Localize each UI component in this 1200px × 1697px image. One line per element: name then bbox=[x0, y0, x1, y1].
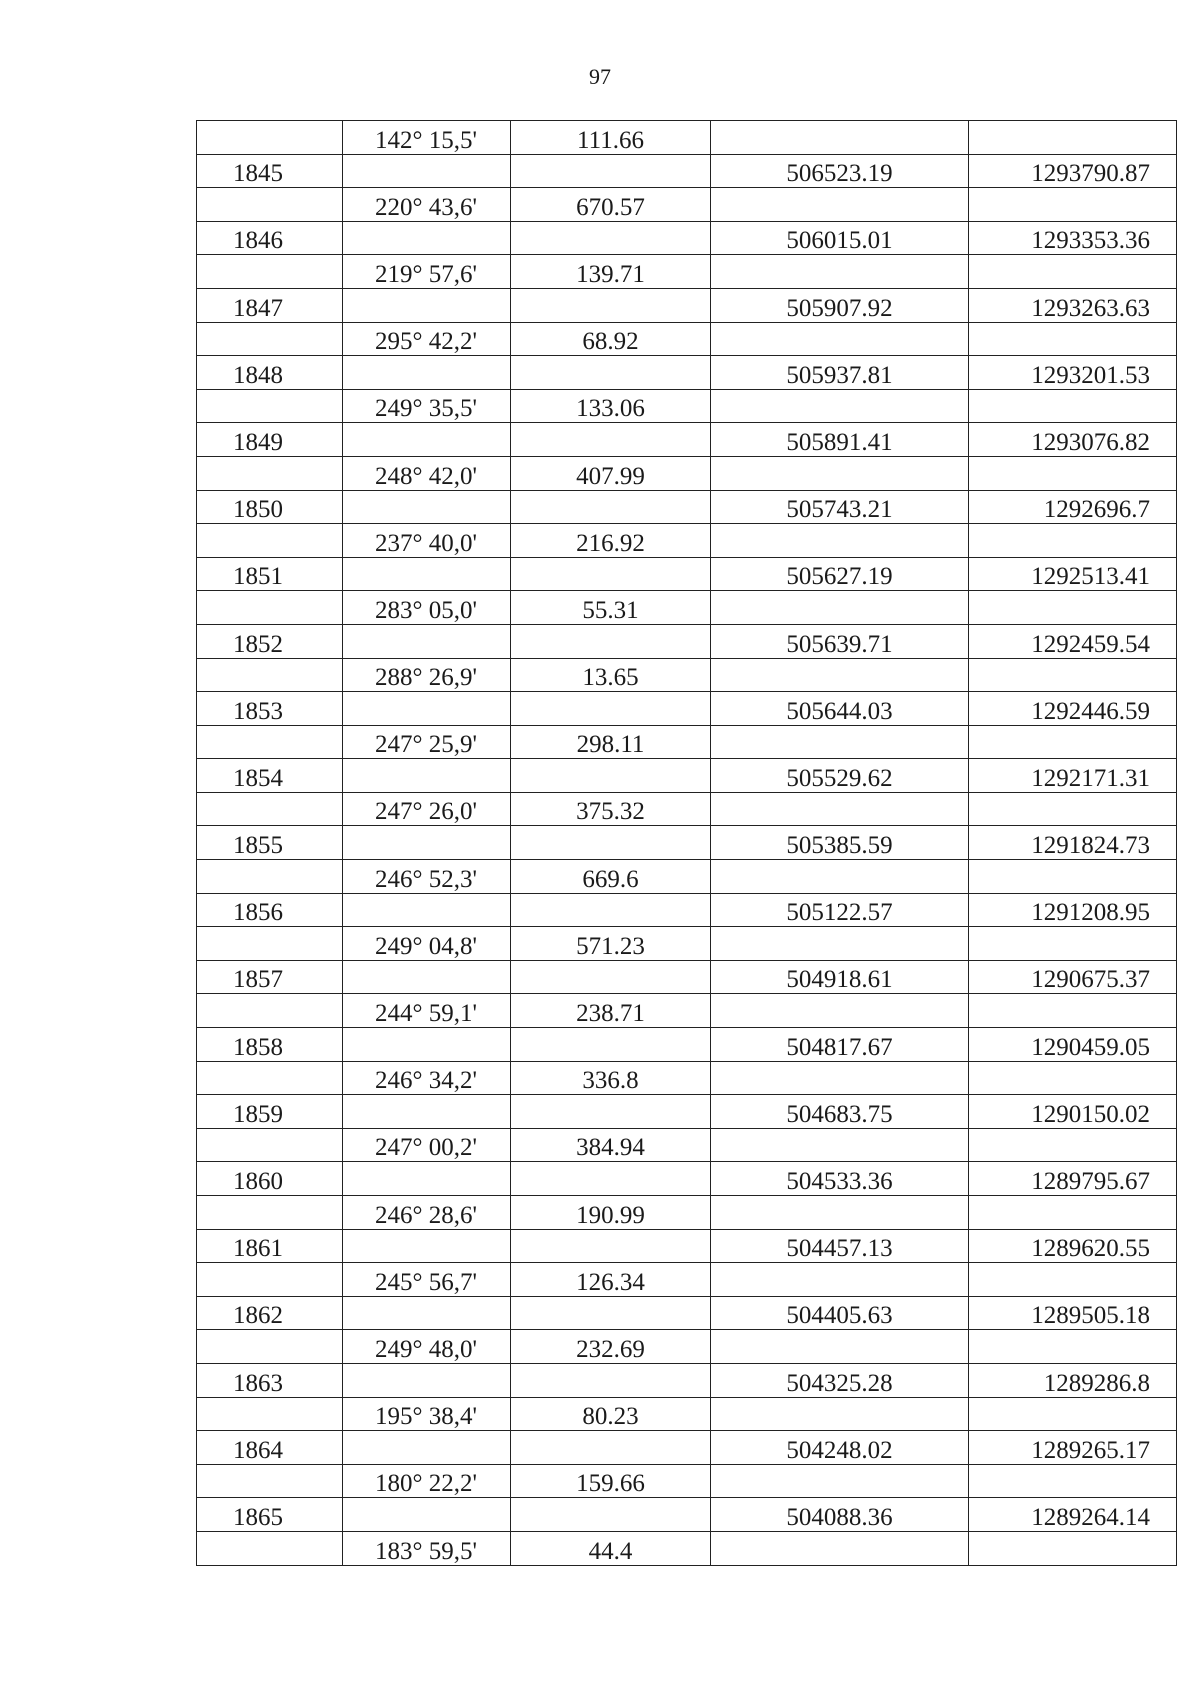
distance-cell bbox=[511, 154, 711, 188]
y-coordinate-cell: 1289265.17 bbox=[969, 1431, 1177, 1465]
distance-cell bbox=[511, 624, 711, 658]
y-coordinate-cell: 1293790.87 bbox=[969, 154, 1177, 188]
distance-cell: 384.94 bbox=[511, 1128, 711, 1162]
y-coordinate-cell: 1289795.67 bbox=[969, 1162, 1177, 1196]
x-coordinate-cell: 505937.81 bbox=[711, 356, 969, 390]
point-number-cell bbox=[197, 994, 343, 1028]
y-coordinate-cell bbox=[969, 1397, 1177, 1431]
bearing-angle-cell: 283° 05,0' bbox=[343, 591, 511, 625]
y-coordinate-cell: 1292171.31 bbox=[969, 759, 1177, 793]
point-number-cell: 1849 bbox=[197, 423, 343, 457]
table-row bbox=[197, 1128, 1177, 1162]
y-coordinate-cell bbox=[969, 591, 1177, 625]
y-coordinate-cell: 1289264.14 bbox=[969, 1498, 1177, 1532]
point-number-cell: 1864 bbox=[197, 1431, 343, 1465]
coordinates-table bbox=[196, 120, 1177, 1566]
distance-cell bbox=[511, 1028, 711, 1062]
distance-cell: 670.57 bbox=[511, 188, 711, 222]
bearing-angle-cell bbox=[343, 154, 511, 188]
point-number-cell bbox=[197, 1330, 343, 1364]
point-number-cell: 1854 bbox=[197, 759, 343, 793]
table-row bbox=[197, 121, 1177, 155]
x-coordinate-cell: 504683.75 bbox=[711, 1095, 969, 1129]
x-coordinate-cell: 505743.21 bbox=[711, 490, 969, 524]
x-coordinate-cell: 504325.28 bbox=[711, 1363, 969, 1397]
x-coordinate-cell: 505627.19 bbox=[711, 557, 969, 591]
point-number-cell: 1863 bbox=[197, 1363, 343, 1397]
bearing-angle-cell: 249° 04,8' bbox=[343, 927, 511, 961]
point-number-cell: 1865 bbox=[197, 1498, 343, 1532]
table-row bbox=[197, 524, 1177, 558]
x-coordinate-cell: 505907.92 bbox=[711, 288, 969, 322]
y-coordinate-cell bbox=[969, 994, 1177, 1028]
bearing-angle-cell bbox=[343, 1363, 511, 1397]
x-coordinate-cell: 506523.19 bbox=[711, 154, 969, 188]
y-coordinate-cell: 1290675.37 bbox=[969, 960, 1177, 994]
distance-cell: 126.34 bbox=[511, 1263, 711, 1297]
table-row bbox=[197, 927, 1177, 961]
point-number-cell bbox=[197, 456, 343, 490]
y-coordinate-cell: 1293353.36 bbox=[969, 221, 1177, 255]
table-row bbox=[197, 624, 1177, 658]
point-number-cell bbox=[197, 188, 343, 222]
bearing-angle-cell: 183° 59,5' bbox=[343, 1531, 511, 1565]
y-coordinate-cell: 1290150.02 bbox=[969, 1095, 1177, 1129]
point-number-cell: 1848 bbox=[197, 356, 343, 390]
y-coordinate-cell bbox=[969, 658, 1177, 692]
x-coordinate-cell bbox=[711, 1330, 969, 1364]
y-coordinate-cell bbox=[969, 524, 1177, 558]
x-coordinate-cell bbox=[711, 725, 969, 759]
bearing-angle-cell bbox=[343, 1498, 511, 1532]
distance-cell bbox=[511, 759, 711, 793]
bearing-angle-cell: 195° 38,4' bbox=[343, 1397, 511, 1431]
table-row bbox=[197, 1363, 1177, 1397]
x-coordinate-cell bbox=[711, 255, 969, 289]
table-row bbox=[197, 389, 1177, 423]
y-coordinate-cell: 1291208.95 bbox=[969, 893, 1177, 927]
x-coordinate-cell bbox=[711, 1196, 969, 1230]
y-coordinate-cell bbox=[969, 188, 1177, 222]
table-row bbox=[197, 490, 1177, 524]
y-coordinate-cell: 1291824.73 bbox=[969, 826, 1177, 860]
distance-cell bbox=[511, 221, 711, 255]
y-coordinate-cell bbox=[969, 1263, 1177, 1297]
point-number-cell: 1859 bbox=[197, 1095, 343, 1129]
point-number-cell bbox=[197, 389, 343, 423]
point-number-cell: 1853 bbox=[197, 692, 343, 726]
point-number-cell bbox=[197, 322, 343, 356]
table-row bbox=[197, 1061, 1177, 1095]
table-row bbox=[197, 1431, 1177, 1465]
table-row bbox=[197, 1229, 1177, 1263]
y-coordinate-cell: 1292459.54 bbox=[969, 624, 1177, 658]
x-coordinate-cell bbox=[711, 1128, 969, 1162]
bearing-angle-cell bbox=[343, 826, 511, 860]
table-row bbox=[197, 1263, 1177, 1297]
distance-cell: 216.92 bbox=[511, 524, 711, 558]
bearing-angle-cell bbox=[343, 1095, 511, 1129]
x-coordinate-cell: 505639.71 bbox=[711, 624, 969, 658]
point-number-cell bbox=[197, 1128, 343, 1162]
table-row bbox=[197, 1330, 1177, 1364]
bearing-angle-cell: 237° 40,0' bbox=[343, 524, 511, 558]
table-row bbox=[197, 1196, 1177, 1230]
table-row bbox=[197, 759, 1177, 793]
table-row bbox=[197, 356, 1177, 390]
distance-cell bbox=[511, 893, 711, 927]
table-row bbox=[197, 288, 1177, 322]
table-row bbox=[197, 960, 1177, 994]
point-number-cell: 1855 bbox=[197, 826, 343, 860]
y-coordinate-cell bbox=[969, 121, 1177, 155]
distance-cell: 159.66 bbox=[511, 1464, 711, 1498]
y-coordinate-cell: 1293263.63 bbox=[969, 288, 1177, 322]
table-row bbox=[197, 188, 1177, 222]
point-number-cell bbox=[197, 524, 343, 558]
distance-cell: 669.6 bbox=[511, 860, 711, 894]
point-number-cell bbox=[197, 1531, 343, 1565]
bearing-angle-cell: 247° 25,9' bbox=[343, 725, 511, 759]
bearing-angle-cell: 142° 15,5' bbox=[343, 121, 511, 155]
point-number-cell: 1856 bbox=[197, 893, 343, 927]
point-number-cell bbox=[197, 927, 343, 961]
y-coordinate-cell: 1290459.05 bbox=[969, 1028, 1177, 1062]
y-coordinate-cell bbox=[969, 1330, 1177, 1364]
table-row bbox=[197, 1397, 1177, 1431]
bearing-angle-cell: 219° 57,6' bbox=[343, 255, 511, 289]
x-coordinate-cell bbox=[711, 1263, 969, 1297]
bearing-angle-cell: 295° 42,2' bbox=[343, 322, 511, 356]
distance-cell bbox=[511, 1162, 711, 1196]
distance-cell bbox=[511, 826, 711, 860]
table-body bbox=[197, 121, 1177, 1566]
bearing-angle-cell bbox=[343, 624, 511, 658]
bearing-angle-cell bbox=[343, 423, 511, 457]
point-number-cell bbox=[197, 860, 343, 894]
distance-cell: 133.06 bbox=[511, 389, 711, 423]
x-coordinate-cell bbox=[711, 927, 969, 961]
point-number-cell: 1861 bbox=[197, 1229, 343, 1263]
distance-cell: 190.99 bbox=[511, 1196, 711, 1230]
y-coordinate-cell bbox=[969, 792, 1177, 826]
point-number-cell bbox=[197, 792, 343, 826]
point-number-cell: 1845 bbox=[197, 154, 343, 188]
table-row bbox=[197, 792, 1177, 826]
distance-cell bbox=[511, 423, 711, 457]
x-coordinate-cell bbox=[711, 1464, 969, 1498]
table-row bbox=[197, 692, 1177, 726]
distance-cell: 298.11 bbox=[511, 725, 711, 759]
table-row bbox=[197, 456, 1177, 490]
point-number-cell: 1846 bbox=[197, 221, 343, 255]
point-number-cell: 1857 bbox=[197, 960, 343, 994]
bearing-angle-cell bbox=[343, 221, 511, 255]
x-coordinate-cell bbox=[711, 1531, 969, 1565]
y-coordinate-cell: 1293201.53 bbox=[969, 356, 1177, 390]
bearing-angle-cell bbox=[343, 288, 511, 322]
y-coordinate-cell bbox=[969, 1128, 1177, 1162]
y-coordinate-cell: 1289505.18 bbox=[969, 1296, 1177, 1330]
bearing-angle-cell bbox=[343, 1229, 511, 1263]
y-coordinate-cell bbox=[969, 1464, 1177, 1498]
distance-cell: 407.99 bbox=[511, 456, 711, 490]
distance-cell: 238.71 bbox=[511, 994, 711, 1028]
distance-cell bbox=[511, 1095, 711, 1129]
page-number: 97 bbox=[589, 64, 611, 89]
table-row bbox=[197, 1464, 1177, 1498]
table-row bbox=[197, 591, 1177, 625]
bearing-angle-cell bbox=[343, 1162, 511, 1196]
table-row bbox=[197, 557, 1177, 591]
distance-cell: 44.4 bbox=[511, 1531, 711, 1565]
point-number-cell: 1847 bbox=[197, 288, 343, 322]
y-coordinate-cell: 1289620.55 bbox=[969, 1229, 1177, 1263]
distance-cell bbox=[511, 1296, 711, 1330]
x-coordinate-cell: 505385.59 bbox=[711, 826, 969, 860]
table-row bbox=[197, 658, 1177, 692]
bearing-angle-cell bbox=[343, 759, 511, 793]
bearing-angle-cell: 249° 35,5' bbox=[343, 389, 511, 423]
bearing-angle-cell: 247° 26,0' bbox=[343, 792, 511, 826]
point-number-cell bbox=[197, 591, 343, 625]
x-coordinate-cell: 504817.67 bbox=[711, 1028, 969, 1062]
x-coordinate-cell bbox=[711, 188, 969, 222]
bearing-angle-cell: 288° 26,9' bbox=[343, 658, 511, 692]
distance-cell bbox=[511, 1431, 711, 1465]
point-number-cell bbox=[197, 725, 343, 759]
y-coordinate-cell bbox=[969, 1196, 1177, 1230]
point-number-cell bbox=[197, 121, 343, 155]
point-number-cell: 1860 bbox=[197, 1162, 343, 1196]
x-coordinate-cell bbox=[711, 658, 969, 692]
bearing-angle-cell: 249° 48,0' bbox=[343, 1330, 511, 1364]
x-coordinate-cell bbox=[711, 1397, 969, 1431]
table-row bbox=[197, 1028, 1177, 1062]
x-coordinate-cell bbox=[711, 524, 969, 558]
y-coordinate-cell bbox=[969, 725, 1177, 759]
distance-cell bbox=[511, 557, 711, 591]
x-coordinate-cell bbox=[711, 994, 969, 1028]
bearing-angle-cell bbox=[343, 557, 511, 591]
x-coordinate-cell: 504457.13 bbox=[711, 1229, 969, 1263]
y-coordinate-cell bbox=[969, 255, 1177, 289]
distance-cell: 13.65 bbox=[511, 658, 711, 692]
y-coordinate-cell bbox=[969, 927, 1177, 961]
distance-cell bbox=[511, 960, 711, 994]
bearing-angle-cell bbox=[343, 692, 511, 726]
bearing-angle-cell: 247° 00,2' bbox=[343, 1128, 511, 1162]
distance-cell: 111.66 bbox=[511, 121, 711, 155]
table-row bbox=[197, 154, 1177, 188]
bearing-angle-cell bbox=[343, 356, 511, 390]
bearing-angle-cell: 220° 43,6' bbox=[343, 188, 511, 222]
distance-cell: 68.92 bbox=[511, 322, 711, 356]
distance-cell: 375.32 bbox=[511, 792, 711, 826]
y-coordinate-cell: 1292446.59 bbox=[969, 692, 1177, 726]
y-coordinate-cell bbox=[969, 322, 1177, 356]
table-row bbox=[197, 1498, 1177, 1532]
x-coordinate-cell: 504405.63 bbox=[711, 1296, 969, 1330]
point-number-cell bbox=[197, 255, 343, 289]
y-coordinate-cell: 1292696.7 bbox=[969, 490, 1177, 524]
distance-cell: 571.23 bbox=[511, 927, 711, 961]
bearing-angle-cell: 246° 28,6' bbox=[343, 1196, 511, 1230]
point-number-cell: 1851 bbox=[197, 557, 343, 591]
distance-cell bbox=[511, 356, 711, 390]
y-coordinate-cell: 1289286.8 bbox=[969, 1363, 1177, 1397]
distance-cell bbox=[511, 1229, 711, 1263]
point-number-cell: 1850 bbox=[197, 490, 343, 524]
bearing-angle-cell: 248° 42,0' bbox=[343, 456, 511, 490]
bearing-angle-cell: 246° 52,3' bbox=[343, 860, 511, 894]
x-coordinate-cell: 505122.57 bbox=[711, 893, 969, 927]
x-coordinate-cell: 504533.36 bbox=[711, 1162, 969, 1196]
distance-cell bbox=[511, 1363, 711, 1397]
x-coordinate-cell bbox=[711, 591, 969, 625]
y-coordinate-cell: 1292513.41 bbox=[969, 557, 1177, 591]
x-coordinate-cell bbox=[711, 121, 969, 155]
table-row bbox=[197, 725, 1177, 759]
distance-cell: 232.69 bbox=[511, 1330, 711, 1364]
point-number-cell: 1862 bbox=[197, 1296, 343, 1330]
bearing-angle-cell bbox=[343, 1028, 511, 1062]
y-coordinate-cell bbox=[969, 389, 1177, 423]
x-coordinate-cell: 505644.03 bbox=[711, 692, 969, 726]
x-coordinate-cell: 506015.01 bbox=[711, 221, 969, 255]
point-number-cell bbox=[197, 1464, 343, 1498]
y-coordinate-cell bbox=[969, 1061, 1177, 1095]
x-coordinate-cell: 505529.62 bbox=[711, 759, 969, 793]
table-row bbox=[197, 1531, 1177, 1565]
x-coordinate-cell bbox=[711, 792, 969, 826]
distance-cell bbox=[511, 288, 711, 322]
table-row bbox=[197, 221, 1177, 255]
y-coordinate-cell bbox=[969, 1531, 1177, 1565]
distance-cell bbox=[511, 1498, 711, 1532]
x-coordinate-cell: 504088.36 bbox=[711, 1498, 969, 1532]
point-number-cell bbox=[197, 1061, 343, 1095]
x-coordinate-cell: 504918.61 bbox=[711, 960, 969, 994]
table-row bbox=[197, 860, 1177, 894]
table-row bbox=[197, 1095, 1177, 1129]
distance-cell: 336.8 bbox=[511, 1061, 711, 1095]
point-number-cell bbox=[197, 1397, 343, 1431]
bearing-angle-cell bbox=[343, 1296, 511, 1330]
bearing-angle-cell: 244° 59,1' bbox=[343, 994, 511, 1028]
point-number-cell bbox=[197, 658, 343, 692]
distance-cell: 55.31 bbox=[511, 591, 711, 625]
table-row bbox=[197, 826, 1177, 860]
y-coordinate-cell bbox=[969, 860, 1177, 894]
bearing-angle-cell: 245° 56,7' bbox=[343, 1263, 511, 1297]
table-row bbox=[197, 255, 1177, 289]
distance-cell bbox=[511, 692, 711, 726]
point-number-cell: 1852 bbox=[197, 624, 343, 658]
bearing-angle-cell: 246° 34,2' bbox=[343, 1061, 511, 1095]
distance-cell: 139.71 bbox=[511, 255, 711, 289]
x-coordinate-cell bbox=[711, 456, 969, 490]
point-number-cell: 1858 bbox=[197, 1028, 343, 1062]
distance-cell bbox=[511, 490, 711, 524]
y-coordinate-cell: 1293076.82 bbox=[969, 423, 1177, 457]
bearing-angle-cell bbox=[343, 893, 511, 927]
point-number-cell bbox=[197, 1196, 343, 1230]
x-coordinate-cell bbox=[711, 1061, 969, 1095]
point-number-cell bbox=[197, 1263, 343, 1297]
table-row bbox=[197, 322, 1177, 356]
x-coordinate-cell bbox=[711, 322, 969, 356]
table-row bbox=[197, 1162, 1177, 1196]
table-row bbox=[197, 423, 1177, 457]
x-coordinate-cell: 504248.02 bbox=[711, 1431, 969, 1465]
bearing-angle-cell bbox=[343, 960, 511, 994]
x-coordinate-cell: 505891.41 bbox=[711, 423, 969, 457]
table-row bbox=[197, 893, 1177, 927]
table-row bbox=[197, 994, 1177, 1028]
bearing-angle-cell: 180° 22,2' bbox=[343, 1464, 511, 1498]
table-row bbox=[197, 1296, 1177, 1330]
y-coordinate-cell bbox=[969, 456, 1177, 490]
x-coordinate-cell bbox=[711, 389, 969, 423]
x-coordinate-cell bbox=[711, 860, 969, 894]
bearing-angle-cell bbox=[343, 490, 511, 524]
distance-cell: 80.23 bbox=[511, 1397, 711, 1431]
bearing-angle-cell bbox=[343, 1431, 511, 1465]
